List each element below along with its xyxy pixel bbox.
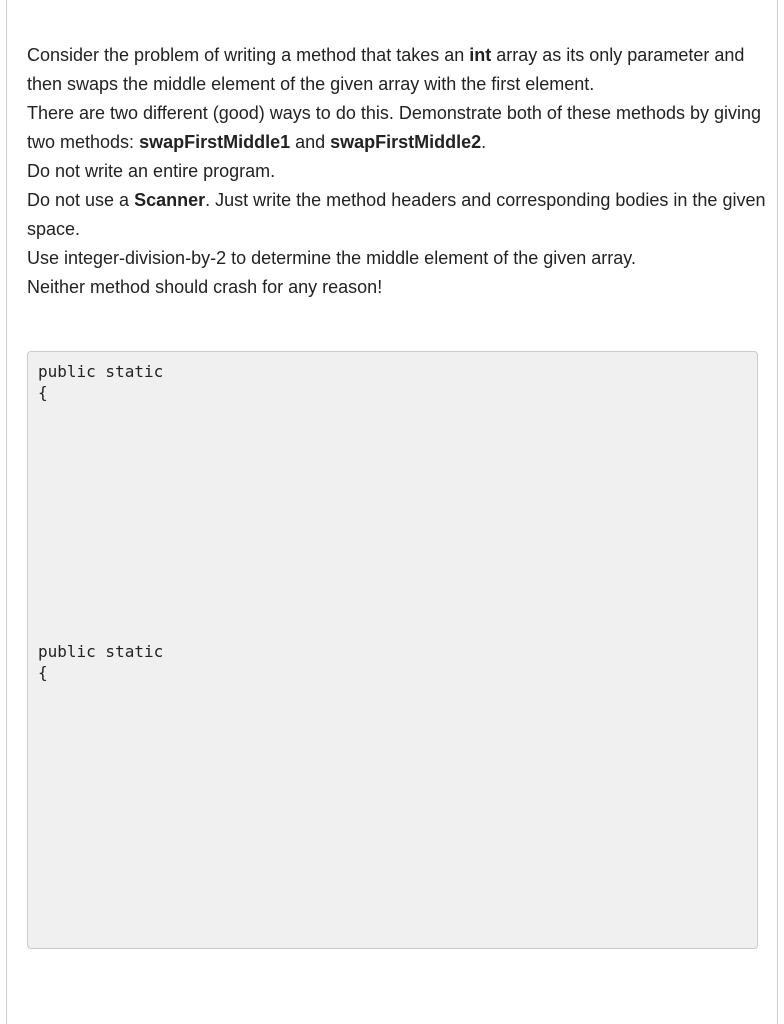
question-line-1-rest: array as its only parameter and then swaps the middle element of the given array with the first element.	[27, 45, 745, 94]
question-paragraph-1	[27, 41, 767, 99]
question-line-4-rest: . Just write the method headers and corresponding bodies in the given space.	[27, 190, 766, 239]
question-paragraph-5: Use integer-division-by-2 to determine the middle element of the given array.	[27, 248, 636, 268]
method-name-2: swapFirstMiddle2	[330, 132, 482, 152]
code-stub-second: public static {	[38, 642, 164, 682]
question-period: .	[481, 132, 487, 152]
question-paragraph-2	[27, 99, 767, 157]
question-line-1-text: Consider the problem of writing a method that takes an	[27, 45, 470, 65]
question-and-text: and	[290, 132, 331, 152]
keyword-int: int	[469, 45, 492, 65]
question-paragraph-6: Neither method should crash for any reason!	[27, 277, 383, 297]
keyword-scanner: Scanner	[134, 190, 206, 210]
question-line-4-text: Do not use a	[27, 190, 135, 210]
question-paragraph-3: Do not write an entire program.	[27, 161, 276, 181]
code-stub-first: public static {	[38, 362, 164, 402]
answer-code-editor[interactable]	[27, 351, 758, 949]
question-paragraph-4	[27, 186, 767, 244]
question-text	[27, 41, 767, 302]
question-line-2-text: There are two different (good) ways to do this. Demonstrate both of these methods by giving two methods:	[27, 103, 762, 152]
method-name-1: swapFirstMiddle1	[139, 132, 291, 152]
